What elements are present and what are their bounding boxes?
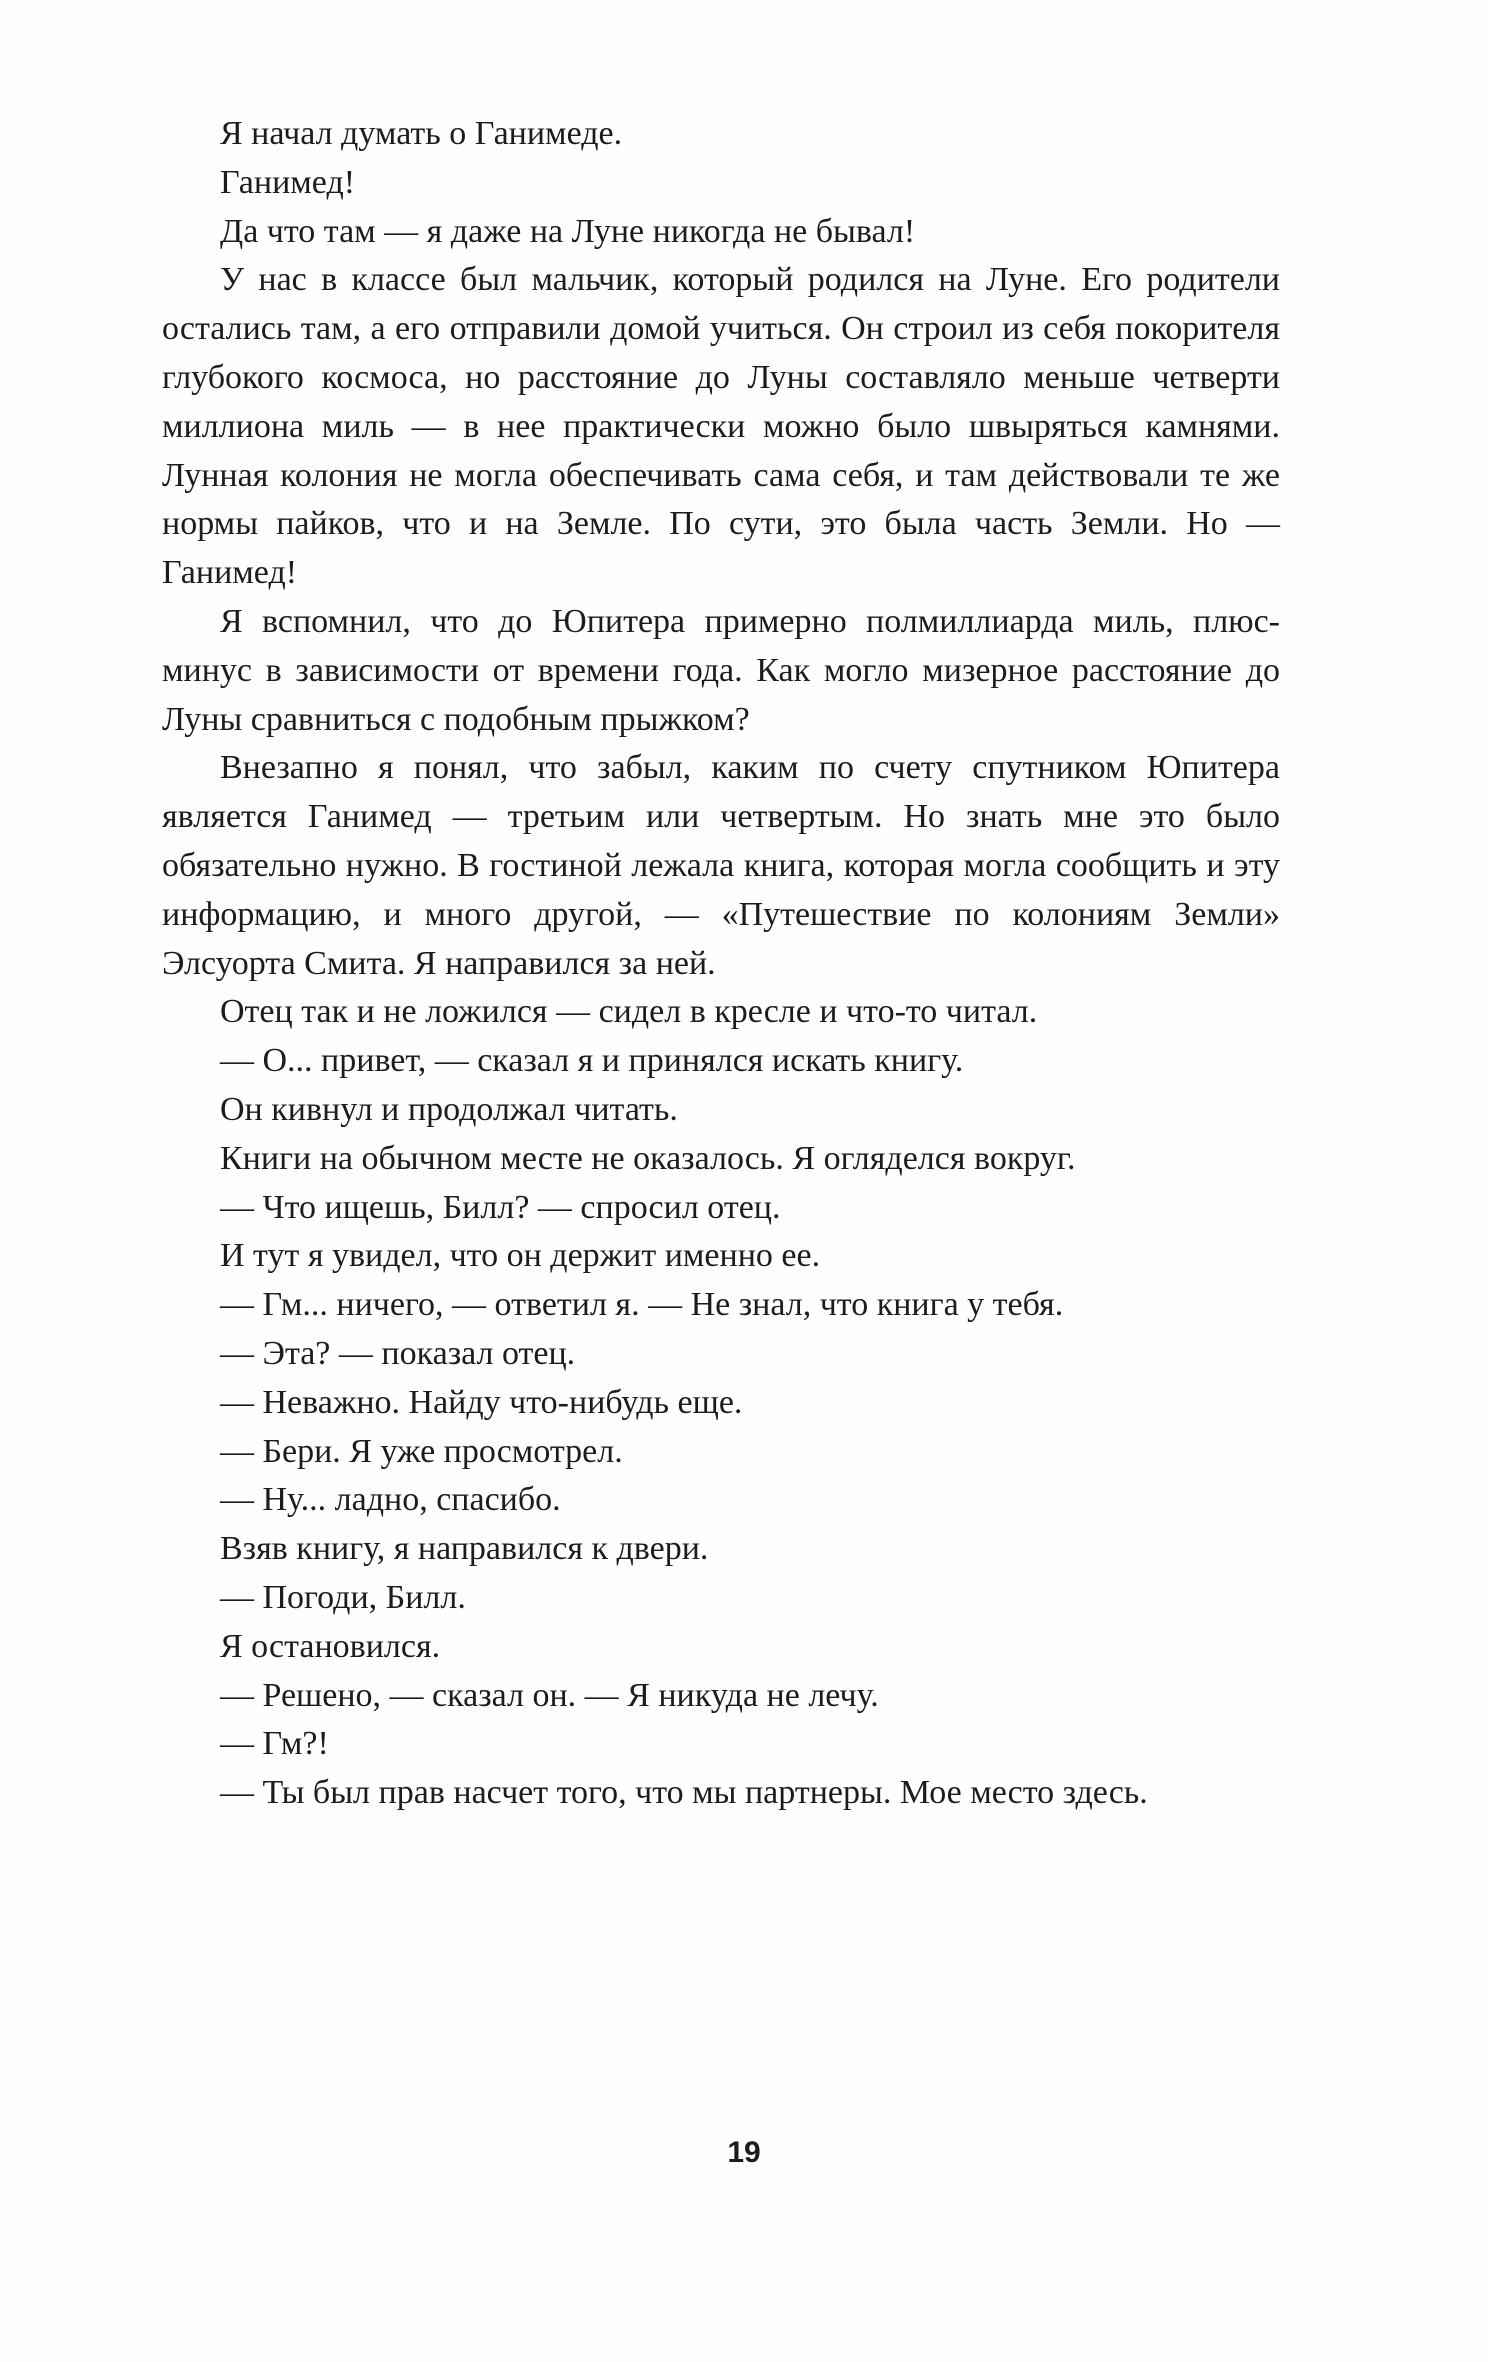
paragraph: — Ты был прав насчет того, что мы партнеры. Мое место здесь. — [220, 1774, 1148, 1812]
paragraph: Я вспомнил, что до Юпитера примерно полмиллиарда миль, плюс-минус в зависимости от времени года. Как могло мизерное расстояние до Луны сравниться с подобным прыжком? — [162, 602, 1280, 738]
paragraph: Он кивнул и продолжал читать. — [220, 1090, 678, 1128]
paragraph: — Решено, — сказал он. — Я никуда не лечу. — [220, 1676, 879, 1714]
paragraph: Отец так и не ложился — сидел в кресле и что-то читал. — [220, 993, 1038, 1031]
paragraph: — О... привет, — сказал я и принялся искать книгу. — [220, 1042, 964, 1080]
paragraph: — Неважно. Найду что-нибудь еще. — [220, 1383, 743, 1421]
paragraph: У нас в классе был мальчик, который родился на Луне. Его родители остались там, а его отправили домой учиться. Он строил из себя покорителя глубокого космоса, но расстояние до Луны составляло меньше четверти миллиона миль — в нее практически можно было швыряться камнями. Лунная колония не могла обеспечивать сама себя, и там действовали те же нормы пайков, что и на Земле. По сути, это была часть Земли. Но — Ганимед! — [162, 261, 1280, 592]
paragraph: Внезапно я понял, что забыл, каким по счету спутником Юпитера является Ганимед — третьим или четвертым. Но знать мне это было обязательно нужно. В гостиной лежала книга, которая могла сообщить и эту информацию, и много другой, — «Путешествие по колониям Земли» Элсуорта Смита. Я направился за ней. — [162, 749, 1280, 982]
body-text — [162, 110, 1280, 1818]
paragraph: Взяв книгу, я направился к двери. — [220, 1530, 709, 1568]
paragraph: И тут я увидел, что он держит именно ее. — [220, 1237, 821, 1275]
paragraph: Я остановился. — [220, 1627, 441, 1665]
paragraph: — Погоди, Билл. — [220, 1578, 466, 1616]
paragraph: — Гм?! — [220, 1725, 329, 1763]
paragraph: Книги на обычном месте не оказалось. Я огляделся вокруг. — [220, 1139, 1076, 1177]
paragraph: Я начал думать о Ганимеде. — [220, 115, 623, 152]
paragraph: Да что там — я даже на Луне никогда не бывал! — [220, 212, 916, 250]
paragraph: — Что ищешь, Билл? — спросил отец. — [220, 1188, 781, 1226]
paragraph: Ганимед! — [220, 163, 356, 201]
page-number: 19 — [727, 2136, 761, 2169]
paragraph: — Бери. Я уже просмотрел. — [220, 1432, 623, 1470]
paragraph: — Гм... ничего, — ответил я. — Не знал, что книга у тебя. — [220, 1286, 1064, 1324]
paragraph: — Эта? — показал отец. — [220, 1334, 576, 1372]
paragraph: — Ну... ладно, спасибо. — [220, 1481, 561, 1519]
